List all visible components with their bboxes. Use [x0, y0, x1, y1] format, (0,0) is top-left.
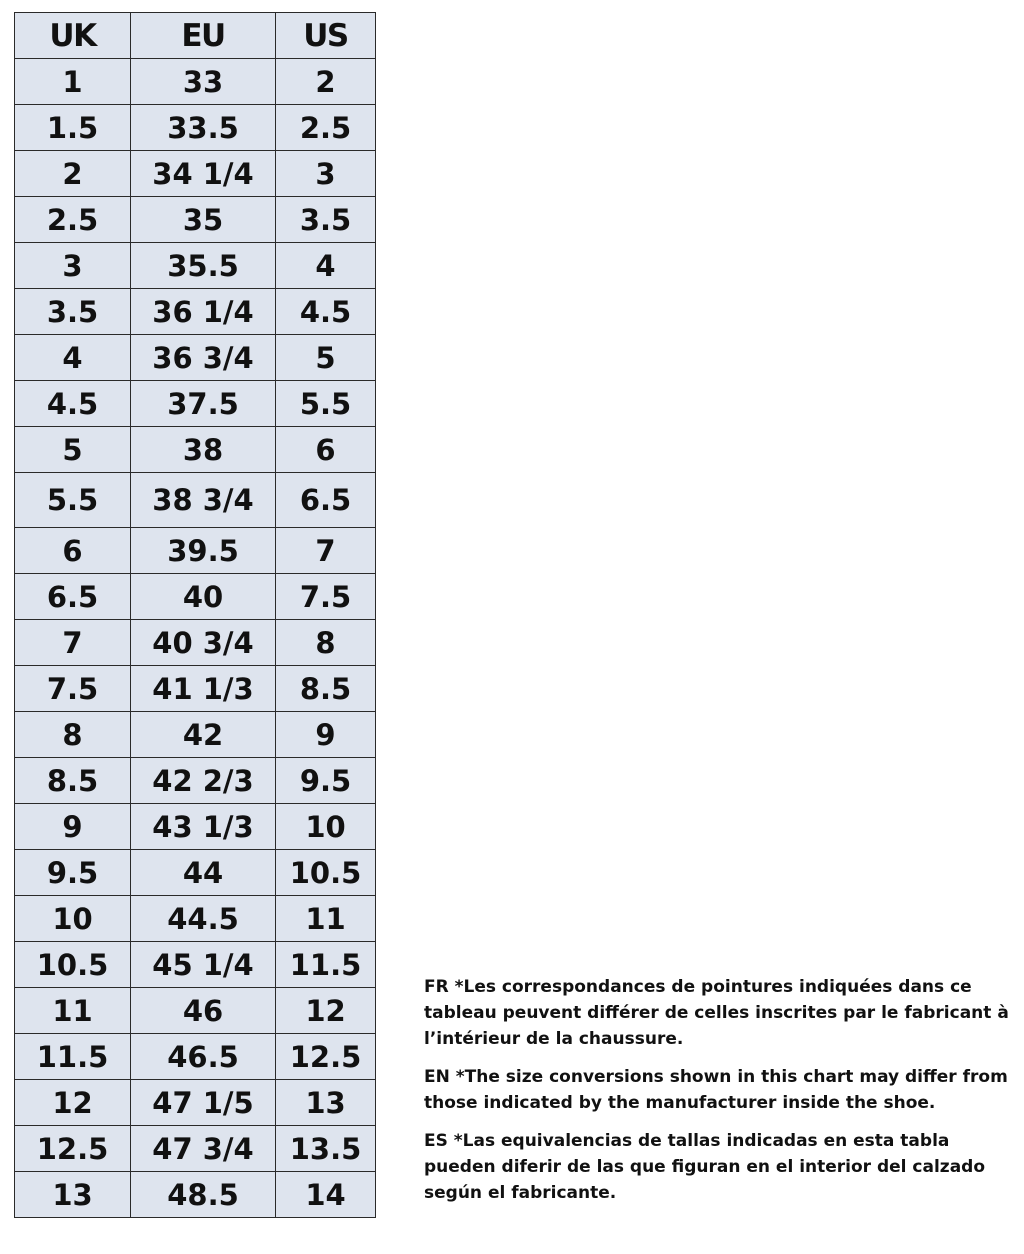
table-row — [15, 289, 376, 335]
table-row — [15, 896, 376, 942]
cell-us: 3.5 — [276, 197, 376, 243]
cell-eu: 33 — [131, 59, 276, 105]
cell-eu: 44.5 — [131, 896, 276, 942]
cell-uk: 7.5 — [15, 666, 131, 712]
cell-us: 13 — [276, 1080, 376, 1126]
cell-eu: 45 1/4 — [131, 942, 276, 988]
cell-us: 9.5 — [276, 758, 376, 804]
table-row — [15, 381, 376, 427]
header-eu: EU — [131, 13, 276, 59]
cell-us: 2.5 — [276, 105, 376, 151]
cell-eu: 47 3/4 — [131, 1126, 276, 1172]
cell-uk: 12 — [15, 1080, 131, 1126]
table-row — [15, 335, 376, 381]
cell-eu: 38 3/4 — [131, 473, 276, 528]
table-row — [15, 1034, 376, 1080]
cell-uk: 9.5 — [15, 850, 131, 896]
cell-us: 5 — [276, 335, 376, 381]
table-row — [15, 988, 376, 1034]
cell-uk: 5 — [15, 427, 131, 473]
cell-uk: 3 — [15, 243, 131, 289]
cell-us: 8 — [276, 620, 376, 666]
cell-us: 2 — [276, 59, 376, 105]
cell-uk: 3.5 — [15, 289, 131, 335]
cell-uk: 10 — [15, 896, 131, 942]
table-row — [15, 1126, 376, 1172]
cell-uk: 8.5 — [15, 758, 131, 804]
table-row — [15, 197, 376, 243]
table-row — [15, 850, 376, 896]
cell-eu: 35 — [131, 197, 276, 243]
cell-us: 5.5 — [276, 381, 376, 427]
table-row — [15, 528, 376, 574]
cell-us: 4 — [276, 243, 376, 289]
table-row — [15, 427, 376, 473]
cell-eu: 35.5 — [131, 243, 276, 289]
cell-eu: 40 — [131, 574, 276, 620]
cell-uk: 10.5 — [15, 942, 131, 988]
cell-us: 4.5 — [276, 289, 376, 335]
cell-eu: 43 1/3 — [131, 804, 276, 850]
cell-uk: 12.5 — [15, 1126, 131, 1172]
cell-uk: 11 — [15, 988, 131, 1034]
cell-eu: 44 — [131, 850, 276, 896]
table-row — [15, 1080, 376, 1126]
cell-us: 7.5 — [276, 574, 376, 620]
header-uk: UK — [15, 13, 131, 59]
cell-uk: 2.5 — [15, 197, 131, 243]
table-row — [15, 712, 376, 758]
cell-us: 12.5 — [276, 1034, 376, 1080]
cell-us: 9 — [276, 712, 376, 758]
cell-eu: 41 1/3 — [131, 666, 276, 712]
table-row — [15, 151, 376, 197]
cell-uk: 8 — [15, 712, 131, 758]
cell-eu: 34 1/4 — [131, 151, 276, 197]
table-row — [15, 105, 376, 151]
cell-eu: 37.5 — [131, 381, 276, 427]
table-row — [15, 1172, 376, 1218]
cell-uk: 6.5 — [15, 574, 131, 620]
cell-uk: 13 — [15, 1172, 131, 1218]
cell-uk: 1.5 — [15, 105, 131, 151]
table-row — [15, 804, 376, 850]
cell-eu: 46.5 — [131, 1034, 276, 1080]
cell-eu: 42 2/3 — [131, 758, 276, 804]
cell-us: 10 — [276, 804, 376, 850]
cell-us: 10.5 — [276, 850, 376, 896]
table-row — [15, 473, 376, 528]
note-fr: FR *Les correspondances de pointures indiquées dans ce tableau peuvent différer de celles inscrites par le fabricant à l’intérieur de la chaussure. — [424, 977, 1009, 1049]
cell-eu: 46 — [131, 988, 276, 1034]
header-us: US — [276, 13, 376, 59]
cell-us: 11.5 — [276, 942, 376, 988]
cell-uk: 6 — [15, 528, 131, 574]
cell-uk: 1 — [15, 59, 131, 105]
table-row — [15, 574, 376, 620]
cell-us: 12 — [276, 988, 376, 1034]
table-row — [15, 620, 376, 666]
cell-eu: 47 1/5 — [131, 1080, 276, 1126]
cell-uk: 4 — [15, 335, 131, 381]
cell-eu: 39.5 — [131, 528, 276, 574]
note-en: EN *The size conversions shown in this chart may differ from those indicated by the manufacturer inside the shoe. — [424, 1067, 1008, 1113]
table-row — [15, 758, 376, 804]
cell-uk: 7 — [15, 620, 131, 666]
cell-eu: 36 1/4 — [131, 289, 276, 335]
table-header-row — [15, 13, 376, 59]
size-conversion-table — [14, 12, 376, 1218]
cell-us: 8.5 — [276, 666, 376, 712]
cell-eu: 36 3/4 — [131, 335, 276, 381]
cell-uk: 4.5 — [15, 381, 131, 427]
cell-uk: 2 — [15, 151, 131, 197]
cell-eu: 40 3/4 — [131, 620, 276, 666]
cell-eu: 42 — [131, 712, 276, 758]
cell-us: 14 — [276, 1172, 376, 1218]
table-row — [15, 243, 376, 289]
cell-us: 6.5 — [276, 473, 376, 528]
cell-us: 11 — [276, 896, 376, 942]
cell-uk: 11.5 — [15, 1034, 131, 1080]
table-row — [15, 942, 376, 988]
table-row — [15, 666, 376, 712]
cell-uk: 5.5 — [15, 473, 131, 528]
cell-us: 6 — [276, 427, 376, 473]
cell-uk: 9 — [15, 804, 131, 850]
cell-us: 7 — [276, 528, 376, 574]
cell-eu: 48.5 — [131, 1172, 276, 1218]
note-es: ES *Las equivalencias de tallas indicadas en esta tabla pueden diferir de las que figuran en el interior del calzado según el fabricante. — [424, 1131, 986, 1203]
cell-us: 3 — [276, 151, 376, 197]
table-row — [15, 59, 376, 105]
cell-eu: 38 — [131, 427, 276, 473]
cell-eu: 33.5 — [131, 105, 276, 151]
disclaimer-notes — [424, 974, 1014, 1218]
cell-us: 13.5 — [276, 1126, 376, 1172]
